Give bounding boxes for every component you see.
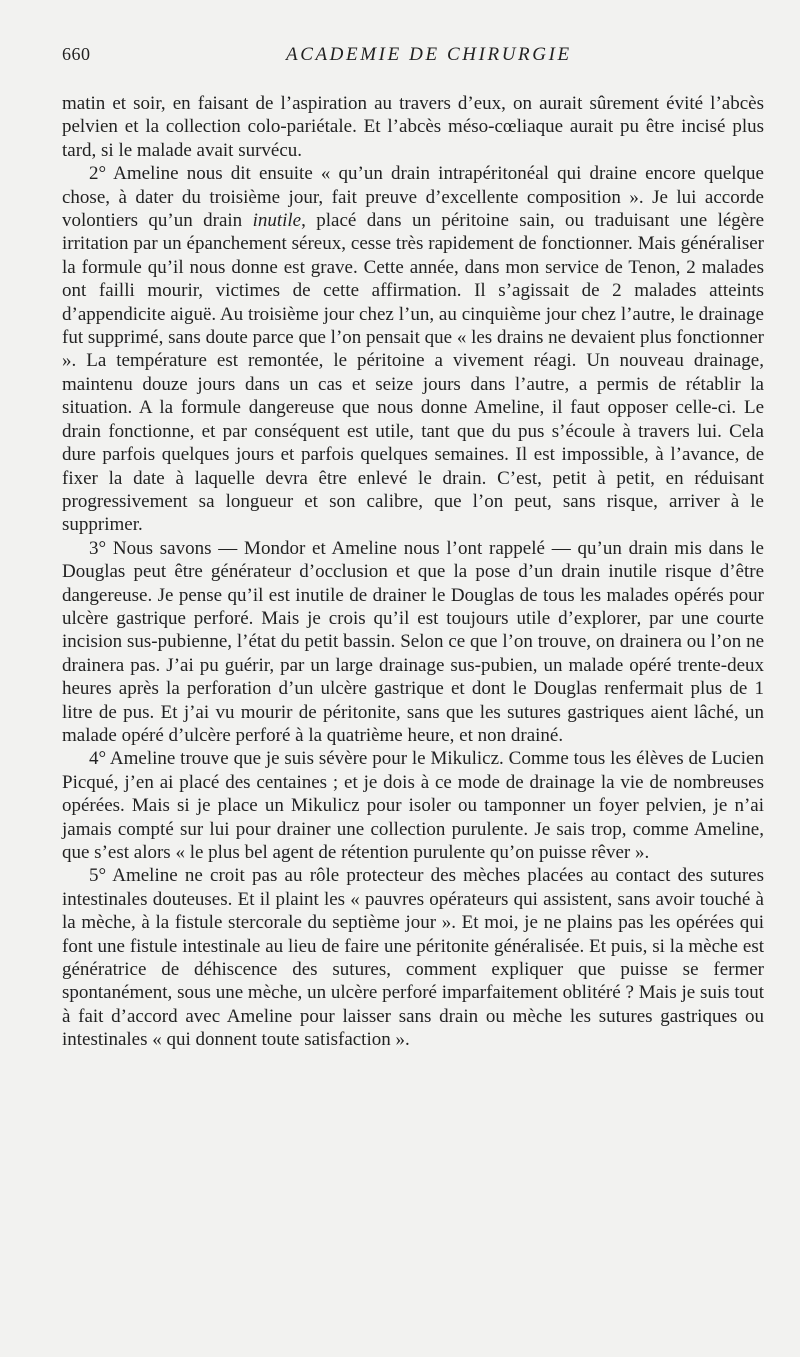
page-number: 660 (62, 44, 91, 64)
paragraph-text: 2° Ameline nous dit ensuite « qu’un drain intrapéritonéal qui draine encore quelque chose, à dater du troisième jour, fait preuve d’excellente composition ». Je lui accorde volontiers qu’un drain (62, 163, 764, 232)
paragraph-continued: matin et soir, en faisant de l’aspiration au travers d’eux, on aurait sûrement évité l’abcès pelvien et la collection colo-pariétale. Et l’abcès méso-cœliaque aurait pu être incisé plus tard, si le malade avait survécu. (62, 93, 764, 161)
paragraph-point-2 (62, 162, 764, 537)
paragraph-point-4: 4° Ameline trouve que je suis sévère pour le Mikulicz. Comme tous les élèves de Lucien Picqué, j’en ai placé des centaines ; et je dois à ce mode de drainage la vie de nombreuses opérées. Mais si je place un Mikulicz pour isoler ou tamponner un foyer pelvien, je n’ai jamais compté sur lui pour drainer une collection purulente. Je sais trop, comme Ameline, que s’est alors « le plus bel agent de rétention purulente qu’on puisse rêver ». (62, 748, 764, 863)
emphasis-inutile: inutile (252, 210, 302, 232)
page-header (62, 44, 766, 72)
paragraph-point-3: 3° Nous savons — Mondor et Ameline nous l’ont rappelé — qu’un drain mis dans le Douglas peut être générateur d’occlusion et que la pose d’un drain inutile risque d’être dangereuse. Je pense qu’il est inutile de drainer le Douglas de tous les malades opérés pour ulcère gastrique perforé. Mais je crois qu’il est toujours utile d’explorer, par une courte incision sus-pubienne, l’état du petit bassin. Selon ce que l’on trouve, on drainera ou l’on ne drainera pas. J’ai pu guérir, par un large drainage sus-pubien, un malade opéré trente-deux heures après la perforation d’un ulcère gastrique et dont le Douglas renfermait plus de 1 litre de pus. Et j’ai vu mourir de péritonite, sans que les sutures gastriques aient lâché, un malade opéré d’ulcère perforé à la quatrième heure, et non drainé. (62, 537, 764, 746)
paragraph-point-5: 5° Ameline ne croit pas au rôle protecteur des mèches placées au contact des sutures intestinales douteuses. Et il plaint les « pauvres opérateurs qui assistent, sans avoir touché à la mèche, à la fistule stercorale du septième jour ». Et moi, je ne plains pas les opérées qui font une fistule intestinale au lieu de faire une péritonite généralisée. Et puis, si la mèche est génératrice de déhiscence des sutures, comment expliquer que puisse se fermer spontanément, sous une mèche, un ulcère perforé imparfaitement oblitéré ? Mais je suis tout à fait d’accord avec Ameline pour laisser sans drain ou mèche les sutures gastriques ou intestinales « qui donnent toute satisfaction ». (62, 865, 764, 1051)
body-text (62, 92, 764, 1052)
paragraph-text: , placé dans un péritoine sain, ou traduisant une légère irritation par un épanchement séreux, cesse très rapidement de fonctionner. Mais généraliser la formule qu’il nous donne est grave. Cette année, dans mon service de Tenon, 2 malades ont failli mourir, victimes de cette affirmation. Il s’agissait de 2 malades atteints d’appendicite aiguë. Au troisième jour chez l’un, au cinquième jour chez l’autre, le drainage fut supprimé, sans doute parce que l’on pensait que « les drains ne devaient plus fonctionner ». La température est remontée, le péritoine a vivement réagi. Un nouveau drainage, maintenu douze jours dans un cas et seize jours dans l’autre, a permis de rétablir la situation. A la formule dangereuse que nous donne Ameline, il faut opposer celle-ci. Le drain fonctionne, et par conséquent est utile, tant que du pus s’écoule à travers lui. Cela dure parfois quelques jours et parfois quelques semaines. Il est impossible, à l’avance, de fixer la date à laquelle devra être enlevé le drain. C’est, petit à petit, en réduisant progressivement sa longueur et son calibre, que l’on peut, sans risque, arriver à le supprimer. (62, 210, 765, 536)
running-title: ACADEMIE DE CHIRURGIE (286, 44, 572, 65)
